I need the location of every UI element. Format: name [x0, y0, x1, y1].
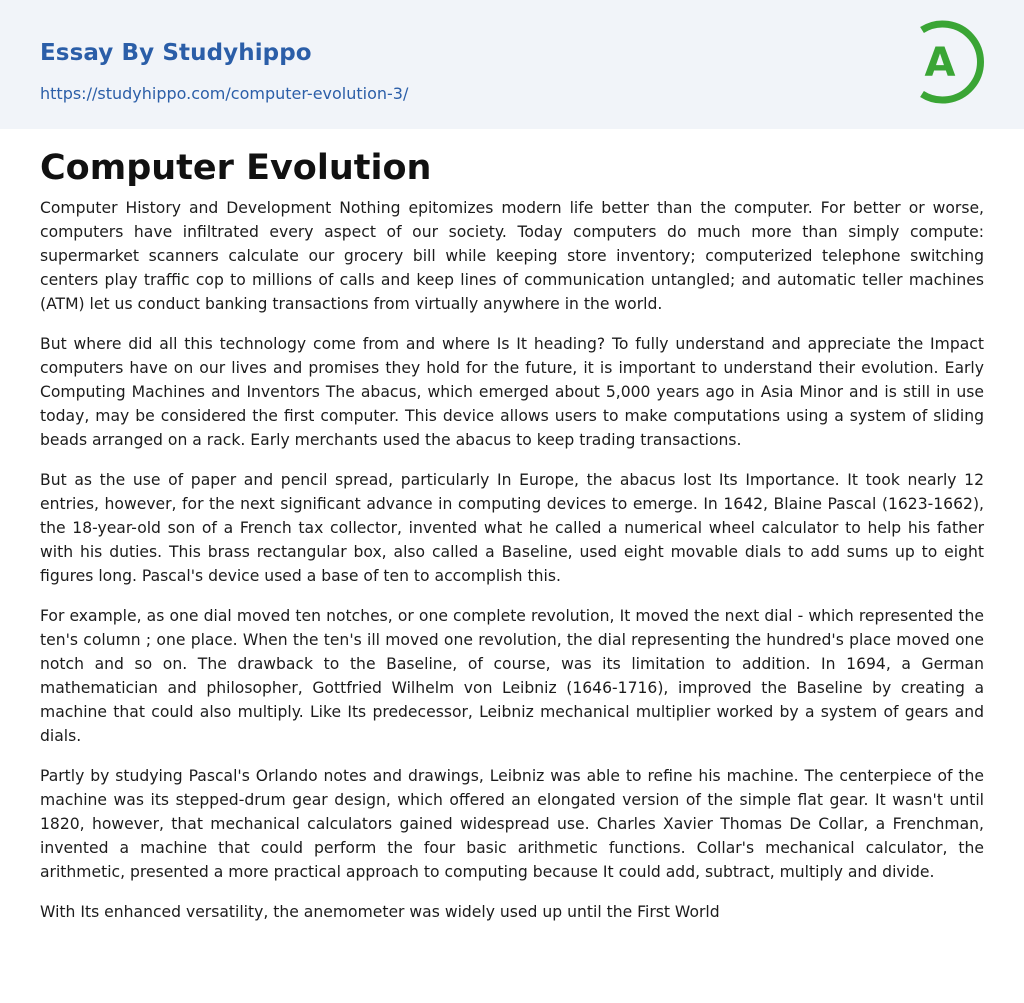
site-title[interactable]: Essay By Studyhippo [40, 40, 312, 66]
article-paragraph: For example, as one dial moved ten notches, or one complete revolution, It moved the next dial - which represented the ten's column ; one place. When the ten's ill moved one revolution, the dial representing the hundred's place moved one notch and so on. The drawback to the Baseline, of course, was its limitation to addition. In 1694, a German mathematician and philosopher, Gottfried Wilhelm von Leibniz (1646-1716), improved the Baseline by creating a machine that could also multiply. Like Its predecessor, Leibniz mechanical multiplier worked by a system of gears and dials. [40, 607, 984, 745]
logo-letter: A [924, 40, 956, 86]
article-paragraph: Partly by studying Pascal's Orlando notes and drawings, Leibniz was able to refine his machine. The centerpiece of the machine was its stepped-drum gear design, which offered an elongated version of the simple flat gear. It wasn't until 1820, however, that mechanical calculators gained widespread use. Charles Xavier Thomas De Collar, a Frenchman, invented a machine that could perform the four basic arithmetic functions. Collar's mechanical calculator, the arithmetic, presented a more practical approach to computing because It could add, subtract, multiply and divide. [40, 767, 984, 881]
article-paragraph: With Its enhanced versatility, the anemometer was widely used up until the First World [40, 903, 720, 921]
article-paragraph: Computer History and Development Nothing epitomizes modern life better than the computer. For better or worse, computers have infiltrated every aspect of our society. Today computers do much more than simply compute: supermarket scanners calculate our grocery bill while keeping store inventory; computerized telephone switching centers play traffic cop to millions of calls and keep lines of communication untangled; and automatic teller machines (ATM) let us conduct banking transactions from virtually anywhere in the world. [40, 199, 984, 313]
article-paragraph: But where did all this technology come from and where Is It heading? To fully understand and appreciate the Impact computers have on our lives and promises they hold for the future, it is important to understand their evolution. Early Computing Machines and Inventors The abacus, which emerged about 5,000 years ago in Asia Minor and is still in use today, may be considered the first computer. This device allows users to make computations using a system of sliding beads arranged on a rack. Early merchants used the abacus to keep trading transactions. [40, 335, 984, 449]
site-header [0, 0, 1024, 129]
page-title: Computer Evolution [40, 148, 432, 188]
studyhippo-a-logo-icon[interactable] [910, 18, 988, 106]
essay-url-link[interactable]: https://studyhippo.com/computer-evolution-3/ [40, 84, 409, 103]
article-paragraph: But as the use of paper and pencil spread, particularly In Europe, the abacus lost Its Importance. It took nearly 12 entries, however, for the next significant advance in computing devices to emerge. In 1642, Blaine Pascal (1623-1662), the 18-year-old son of a French tax collector, invented what he called a numerical wheel calculator to help his father with his duties. This brass rectangular box, also called a Baseline, used eight movable dials to add sums up to eight figures long. Pascal's device used a base of ten to accomplish this. [40, 471, 984, 585]
article [40, 146, 984, 940]
